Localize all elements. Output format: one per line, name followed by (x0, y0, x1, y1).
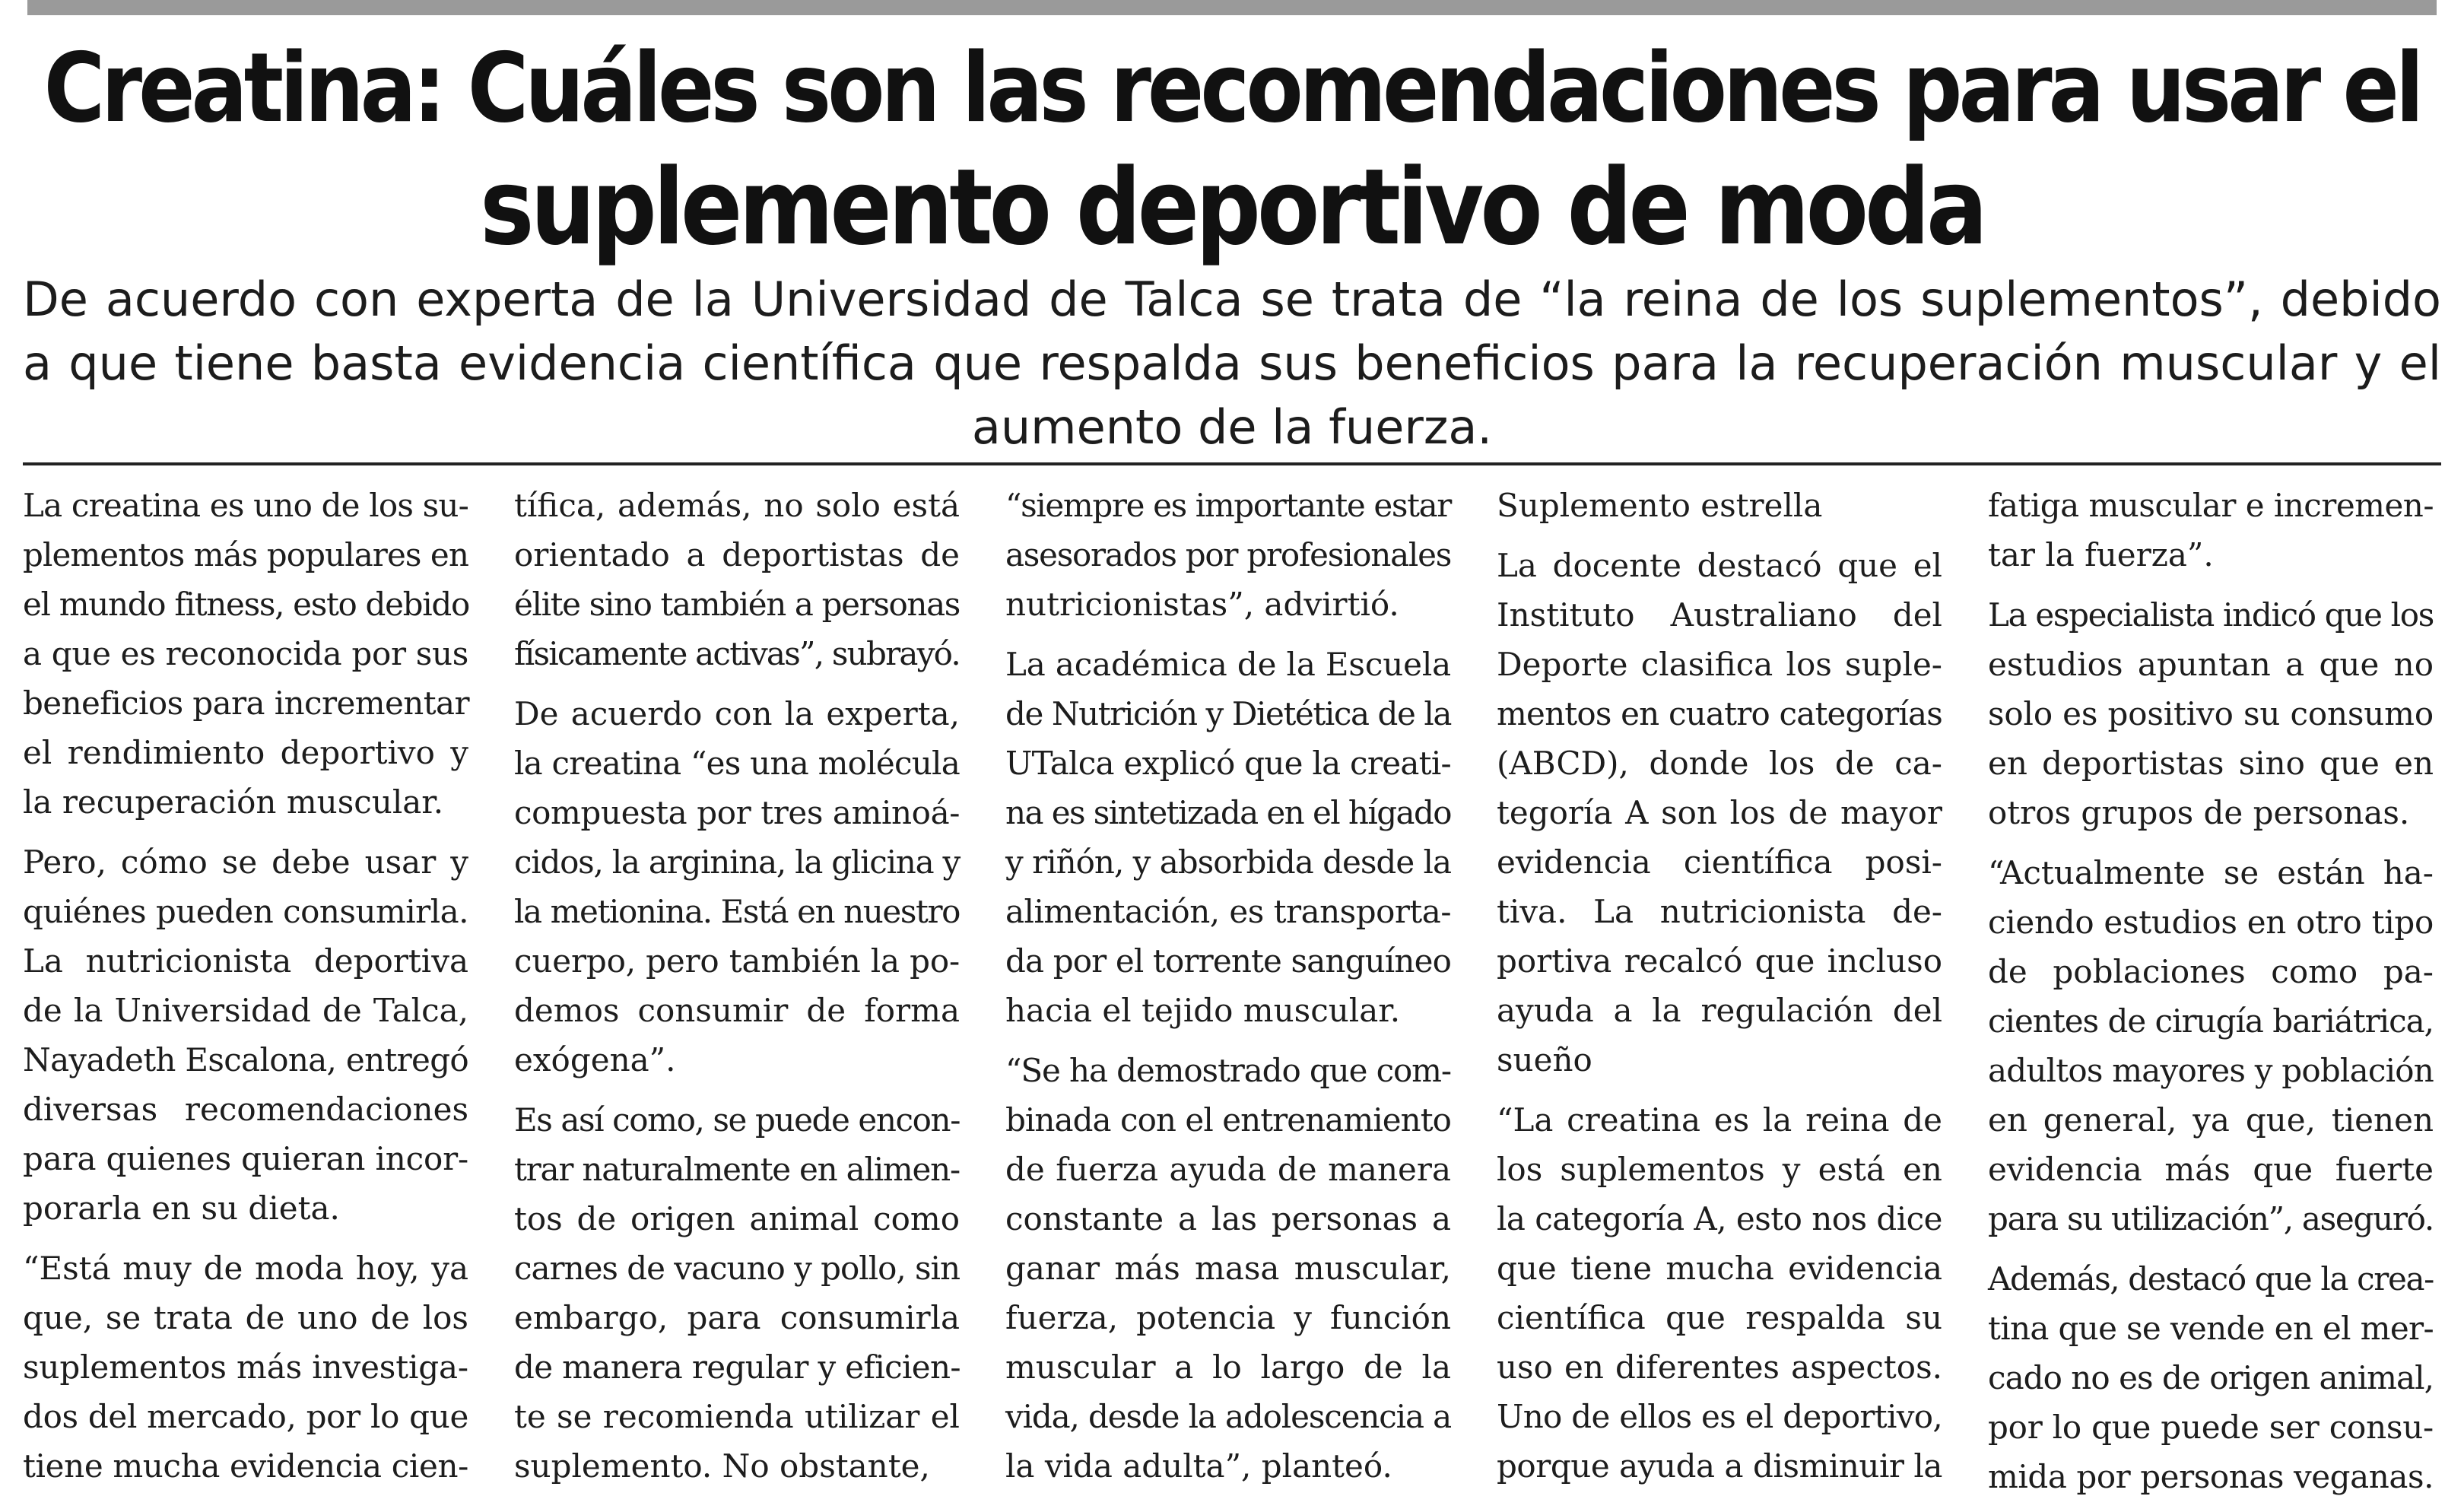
text-line: tífica, además, no solo está (514, 487, 960, 524)
text-line: La nutricionista deportiva (23, 942, 468, 980)
text-line: de la Universidad de Talca, (23, 992, 468, 1029)
text-line: Pero, cómo se debe usar y (23, 843, 468, 881)
text-line: compuesta por tres aminoá- (514, 794, 960, 831)
text-line: vida, desde la adolescencia a (1005, 1398, 1451, 1435)
text-line: para su utilización”, aseguró. (1988, 1200, 2434, 1237)
text-line: solo es positivo su consumo (1988, 695, 2434, 732)
text-line: mida por personas veganas. (1988, 1458, 2434, 1495)
text-line: Uno de ellos es el deportivo, (1497, 1398, 1942, 1435)
text-line: binada con el entrenamiento (1005, 1101, 1451, 1139)
text-line: “siempre es importante estar (1005, 487, 1451, 524)
paragraph (1497, 541, 1942, 1085)
text-line: “Está muy de moda hoy, ya (23, 1250, 468, 1287)
headline-line: Creatina: Cuáles son las recomendaciones para usar el (43, 31, 2421, 144)
text-line: sueño (1497, 1041, 1592, 1078)
text-column-2 (514, 481, 960, 1501)
paragraph (1497, 481, 1942, 530)
text-line: suplementos más investiga- (23, 1348, 468, 1386)
text-line: trar naturalmente en alimen- (514, 1151, 960, 1188)
text-line: Suplemento estrella (1497, 487, 1823, 524)
text-line: da por el torrente sanguíneo (1005, 942, 1451, 980)
text-line: fuerza, potencia y función (1005, 1299, 1451, 1336)
text-line: porarla en su dieta. (23, 1190, 340, 1227)
text-line: Instituto Australiano del (1497, 596, 1942, 634)
headline-line: suplemento deportivo de moda (480, 147, 1984, 269)
text-line: diversas recomendaciones (23, 1091, 468, 1128)
paragraph (1988, 481, 2434, 580)
text-line: “Actualmente se están ha- (1988, 854, 2434, 891)
text-line: embargo, para consumirla (514, 1299, 960, 1336)
text-line: De acuerdo con la experta, (514, 695, 960, 732)
text-line: mentos en cuatro categorías (1497, 695, 1942, 732)
text-line: otros grupos de personas. (1988, 794, 2410, 831)
text-line: que, se trata de uno de los (23, 1299, 468, 1336)
text-line: exógena”. (514, 1041, 676, 1078)
text-line: constante a las personas a (1005, 1200, 1451, 1237)
paragraph (514, 1095, 960, 1491)
text-line: de poblaciones como pa- (1988, 953, 2434, 990)
text-line: científica que respalda su (1497, 1299, 1942, 1336)
text-line: cientes de cirugía bariátrica, (1988, 1002, 2434, 1040)
text-line: dos del mercado, por lo que (23, 1398, 468, 1435)
text-line: en general, ya que, tienen (1988, 1101, 2434, 1139)
text-line: demos consumir de forma (514, 992, 960, 1029)
paragraph (1497, 1095, 1942, 1491)
text-line: ganar más masa muscular, (1005, 1250, 1451, 1287)
text-line: para quienes quieran incor- (23, 1140, 468, 1177)
text-line: de manera regular y eficien- (514, 1348, 961, 1386)
text-line: físicamente activas”, subrayó. (514, 635, 960, 672)
text-column-1 (23, 481, 468, 1501)
top-rule-bar (27, 0, 2437, 15)
text-line: cuerpo, pero también la po- (514, 942, 960, 980)
text-line: que tiene mucha evidencia (1497, 1250, 1942, 1287)
paragraph (1988, 1254, 2434, 1501)
text-line: La docente destacó que el (1497, 547, 1942, 584)
paragraph (1988, 590, 2434, 837)
text-line: la creatina “es una molécula (514, 745, 960, 782)
text-line: la metionina. Está en nuestro (514, 893, 960, 930)
text-line: Nayadeth Escalona, entregó (23, 1041, 469, 1078)
paragraph (1005, 1046, 1451, 1491)
text-line: la categoría A, esto nos dice (1497, 1200, 1942, 1237)
paragraph (23, 481, 468, 827)
text-line: el rendimiento deportivo y (23, 734, 468, 771)
paragraph (1005, 481, 1451, 629)
text-line: plementos más populares en (23, 536, 468, 573)
text-line: carnes de vacuno y pollo, sin (514, 1250, 960, 1287)
text-line: Además, destacó que la crea- (1988, 1260, 2434, 1298)
text-column-3 (1005, 481, 1451, 1501)
text-line: cado no es de origen animal, (1988, 1359, 2434, 1396)
text-line: tar la fuerza”. (1988, 536, 2214, 573)
text-column-4 (1497, 481, 1942, 1501)
text-line: La especialista indicó que los (1988, 596, 2434, 634)
text-line: Deporte clasifica los suple- (1497, 646, 1942, 683)
text-line: “La creatina es la reina de (1497, 1101, 1942, 1139)
text-line: portiva recalcó que incluso (1497, 942, 1942, 980)
text-line: evidencia más que fuerte (1988, 1151, 2434, 1188)
text-line: porque ayuda a disminuir la (1497, 1447, 1942, 1485)
text-line: “Se ha demostrado que com- (1005, 1052, 1451, 1089)
text-line: y riñón, y absorbida desde la (1005, 843, 1451, 881)
deck-subheading (23, 268, 2441, 459)
text-line: los suplementos y está en (1497, 1151, 1942, 1188)
text-line: tos de origen animal como (514, 1200, 960, 1237)
paragraph (514, 689, 960, 1085)
text-line: quiénes pueden consumirla. (23, 893, 468, 930)
paragraph (23, 837, 468, 1233)
text-line: estudios apuntan a que no (1988, 646, 2434, 683)
deck-line: aumento de la fuerza. (971, 399, 1493, 455)
text-line: UTalca explicó que la creati- (1005, 745, 1451, 782)
text-line: por lo que puede ser consu- (1988, 1409, 2434, 1446)
text-line: en deportistas sino que en (1988, 745, 2434, 782)
paragraph (23, 1244, 468, 1491)
text-line: na es sintetizada en el hígado (1005, 794, 1451, 831)
text-line: tegoría A son los de mayor (1497, 794, 1942, 831)
text-line: muscular a lo largo de la (1005, 1348, 1451, 1386)
text-line: a que es reconocida por sus (23, 635, 468, 672)
text-line: tiene mucha evidencia cien- (23, 1447, 468, 1485)
paragraph (514, 481, 960, 678)
paragraph (1005, 640, 1451, 1035)
text-line: Es así como, se puede encon- (514, 1101, 960, 1139)
headline (23, 27, 2441, 268)
text-line: adultos mayores y población (1988, 1052, 2434, 1089)
text-line: orientado a deportistas de (514, 536, 960, 573)
text-line: la vida adulta”, planteó. (1005, 1447, 1392, 1485)
section-divider (23, 462, 2441, 465)
deck-line: De acuerdo con experta de la Universidad de Talca se trata de “la reina de los suplementos”, debido (23, 272, 2441, 327)
text-column-5 (1988, 481, 2434, 1512)
text-line: La académica de la Escuela (1005, 646, 1451, 683)
text-line: evidencia científica posi- (1497, 843, 1942, 881)
text-line: te se recomienda utilizar el (514, 1398, 960, 1435)
text-line: de Nutrición y Dietética de la (1005, 695, 1451, 732)
text-line: asesorados por profesionales (1005, 536, 1451, 573)
text-line: élite sino también a personas (514, 586, 960, 623)
text-line: tiva. La nutricionista de- (1497, 893, 1942, 930)
text-line: tina que se vende en el mer- (1988, 1310, 2434, 1347)
deck-line: a que tiene basta evidencia científica que respalda sus beneficios para la recuperación muscular y el (23, 335, 2441, 391)
paragraph (1988, 848, 2434, 1244)
text-line: beneficios para incrementar (23, 685, 469, 722)
text-line: fatiga muscular e incremen- (1988, 487, 2434, 524)
text-line: hacia el tejido muscular. (1005, 992, 1401, 1029)
text-line: ciendo estudios en otro tipo (1988, 904, 2434, 941)
text-line: de fuerza ayuda de manera (1005, 1151, 1451, 1188)
text-line: La creatina es uno de los su- (23, 487, 468, 524)
text-line: (ABCD), donde los de ca- (1497, 745, 1942, 782)
text-line: alimentación, es transporta- (1005, 893, 1451, 930)
text-line: suplemento. No obstante, (514, 1447, 930, 1485)
text-line: nutricionistas”, advirtió. (1005, 586, 1399, 623)
text-line: el mundo fitness, esto debido (23, 586, 469, 623)
text-line: cidos, la arginina, la glicina y (514, 843, 960, 881)
text-line: ayuda a la regulación del (1497, 992, 1942, 1029)
text-line: la recuperación muscular. (23, 783, 444, 821)
text-line: uso en diferentes aspectos. (1497, 1348, 1942, 1386)
